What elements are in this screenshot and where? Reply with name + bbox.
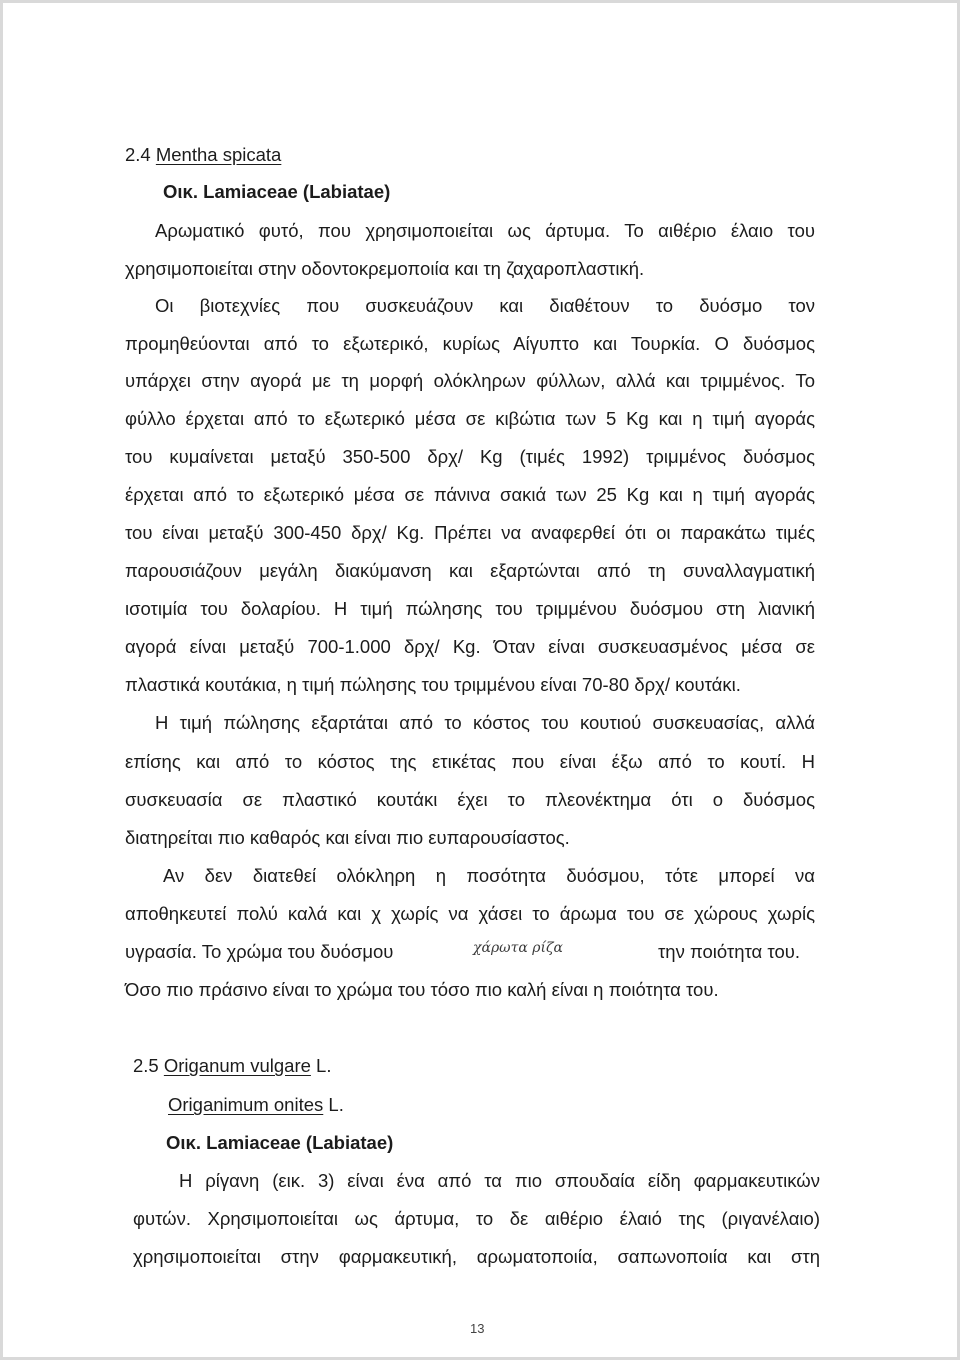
paragraph-line: παρουσιάζουν μεγάλη διακύμανση και εξαρτώνται από τη συναλλαγματική	[125, 560, 815, 581]
handwritten-note: χάρωτα ρίζα	[473, 940, 563, 956]
paragraph-line: έρχεται από το εξωτερικό μέσα σε πάνινα σακιά των 25 Kg και η τιμή αγοράς	[125, 484, 815, 505]
paragraph-line: επίσης και από το κόστος της ετικέτας που είναι έξω από το κουτί. Η	[125, 751, 815, 772]
paragraph-line: προμηθεύονται από το εξωτερικό, κυρίως Αίγυπτο και Τουρκία. Ο δυόσμος	[125, 333, 815, 354]
author: L.	[316, 1055, 332, 1076]
paragraph-line: Όσο πιο πράσινο είναι το χρώμα του τόσο πιο καλή είναι η ποιότητα του.	[125, 979, 719, 1000]
paragraph-line-right: την ποιότητα του.	[658, 941, 800, 962]
section-2-5-heading	[133, 1055, 331, 1077]
paragraph-line: χρησιμοποιείται στην φαρμακευτική, αρωματοποιία, σαπωνοποιία και στη	[133, 1246, 820, 1267]
family-prefix: Οικ.	[163, 181, 198, 202]
paragraph-line: υπάρχει στην αγορά με τη μορφή ολόκληρων φύλλων, αλλά και τριμμένος. Το	[125, 370, 815, 391]
family-name: Lamiaceae (Labiatae)	[206, 1132, 394, 1153]
section-number: 2.4	[125, 144, 151, 165]
family-prefix: Οικ.	[166, 1132, 201, 1153]
section-title: Mentha spicata	[155, 144, 282, 165]
paragraph-line: φύλλο έρχεται από το εξωτερικό μέσα σε κιβώτια των 5 Kg και η τιμή αγοράς	[125, 408, 815, 429]
paragraph-line: αποθηκευτεί πολύ καλά και χ χωρίς να χάσει το άρωμα του σε χώρους χωρίς	[125, 903, 815, 924]
paragraph-line: Αν δεν διατεθεί ολόκληρη η ποσότητα δυόσμου, τότε μπορεί να	[163, 865, 815, 886]
paragraph-line: χρησιμοποιείται στην οδοντοκρεμοποιία και τη ζαχαροπλαστική.	[125, 258, 645, 279]
paragraph-line: φυτών. Χρησιμοποιείται ως άρτυμα, το δε αιθέριο έλαιό της (ριγανέλαιο)	[133, 1208, 820, 1229]
paragraph-line: του είναι μεταξύ 300-450 δρχ/ Kg. Πρέπει να αναφερθεί ότι οι παρακάτω τιμές	[125, 522, 815, 543]
paragraph-line: διατηρείται πιο καθαρός και είναι πιο ευπαρουσίαστος.	[125, 827, 570, 848]
section-title: Origanum vulgare	[163, 1055, 311, 1076]
section-2-4-heading	[125, 144, 281, 166]
paragraph-line: Αρωματικό φυτό, που χρησιμοποιείται ως άρτυμα. Το αιθέριο έλαιο του	[155, 220, 815, 241]
family-name: Lamiaceae (Labiatae)	[203, 181, 391, 202]
paragraph-line-left: υγρασία. Το χρώμα του δυόσμου	[125, 941, 394, 962]
author: L.	[328, 1094, 344, 1115]
section-title-2: Origanimum onites	[168, 1094, 324, 1115]
paragraph-line: ισοτιμία του δολαρίου. Η τιμή πώλησης του τριμμένου δυόσμου στη λιανική	[125, 598, 815, 619]
paragraph-line: του κυμαίνεται μεταξύ 350-500 δρχ/ Kg (τιμές 1992) τριμμένος δυόσμος	[125, 446, 815, 467]
family-line	[166, 1132, 393, 1154]
paragraph-line: Η τιμή πώλησης εξαρτάται από το κόστος του κουτιού συσκευασίας, αλλά	[155, 712, 815, 733]
page-number: 13	[470, 1321, 485, 1336]
paragraph-line: συσκευασία σε πλαστικό κουτάκι έχει το πλεονέκτημα ότι ο δυόσμος	[125, 789, 815, 810]
section-subtitle	[168, 1094, 344, 1116]
paragraph-line: αγορά είναι μεταξύ 700-1.000 δρχ/ Kg. Όταν είναι συσκευασμένος μέσα σε	[125, 636, 815, 657]
paragraph-line: Η ρίγανη (εικ. 3) είναι ένα από τα πιο σπουδαία είδη φαρμακευτικών	[179, 1170, 820, 1191]
family-line	[163, 181, 390, 203]
paragraph-line: Οι βιοτεχνίες που συσκευάζουν και διαθέτουν το δυόσμο τον	[155, 295, 815, 316]
section-number: 2.5	[133, 1055, 159, 1076]
paragraph-line: πλαστικά κουτάκια, η τιμή πώλησης του τριμμένου είναι 70-80 δρχ/ κουτάκι.	[125, 674, 741, 695]
